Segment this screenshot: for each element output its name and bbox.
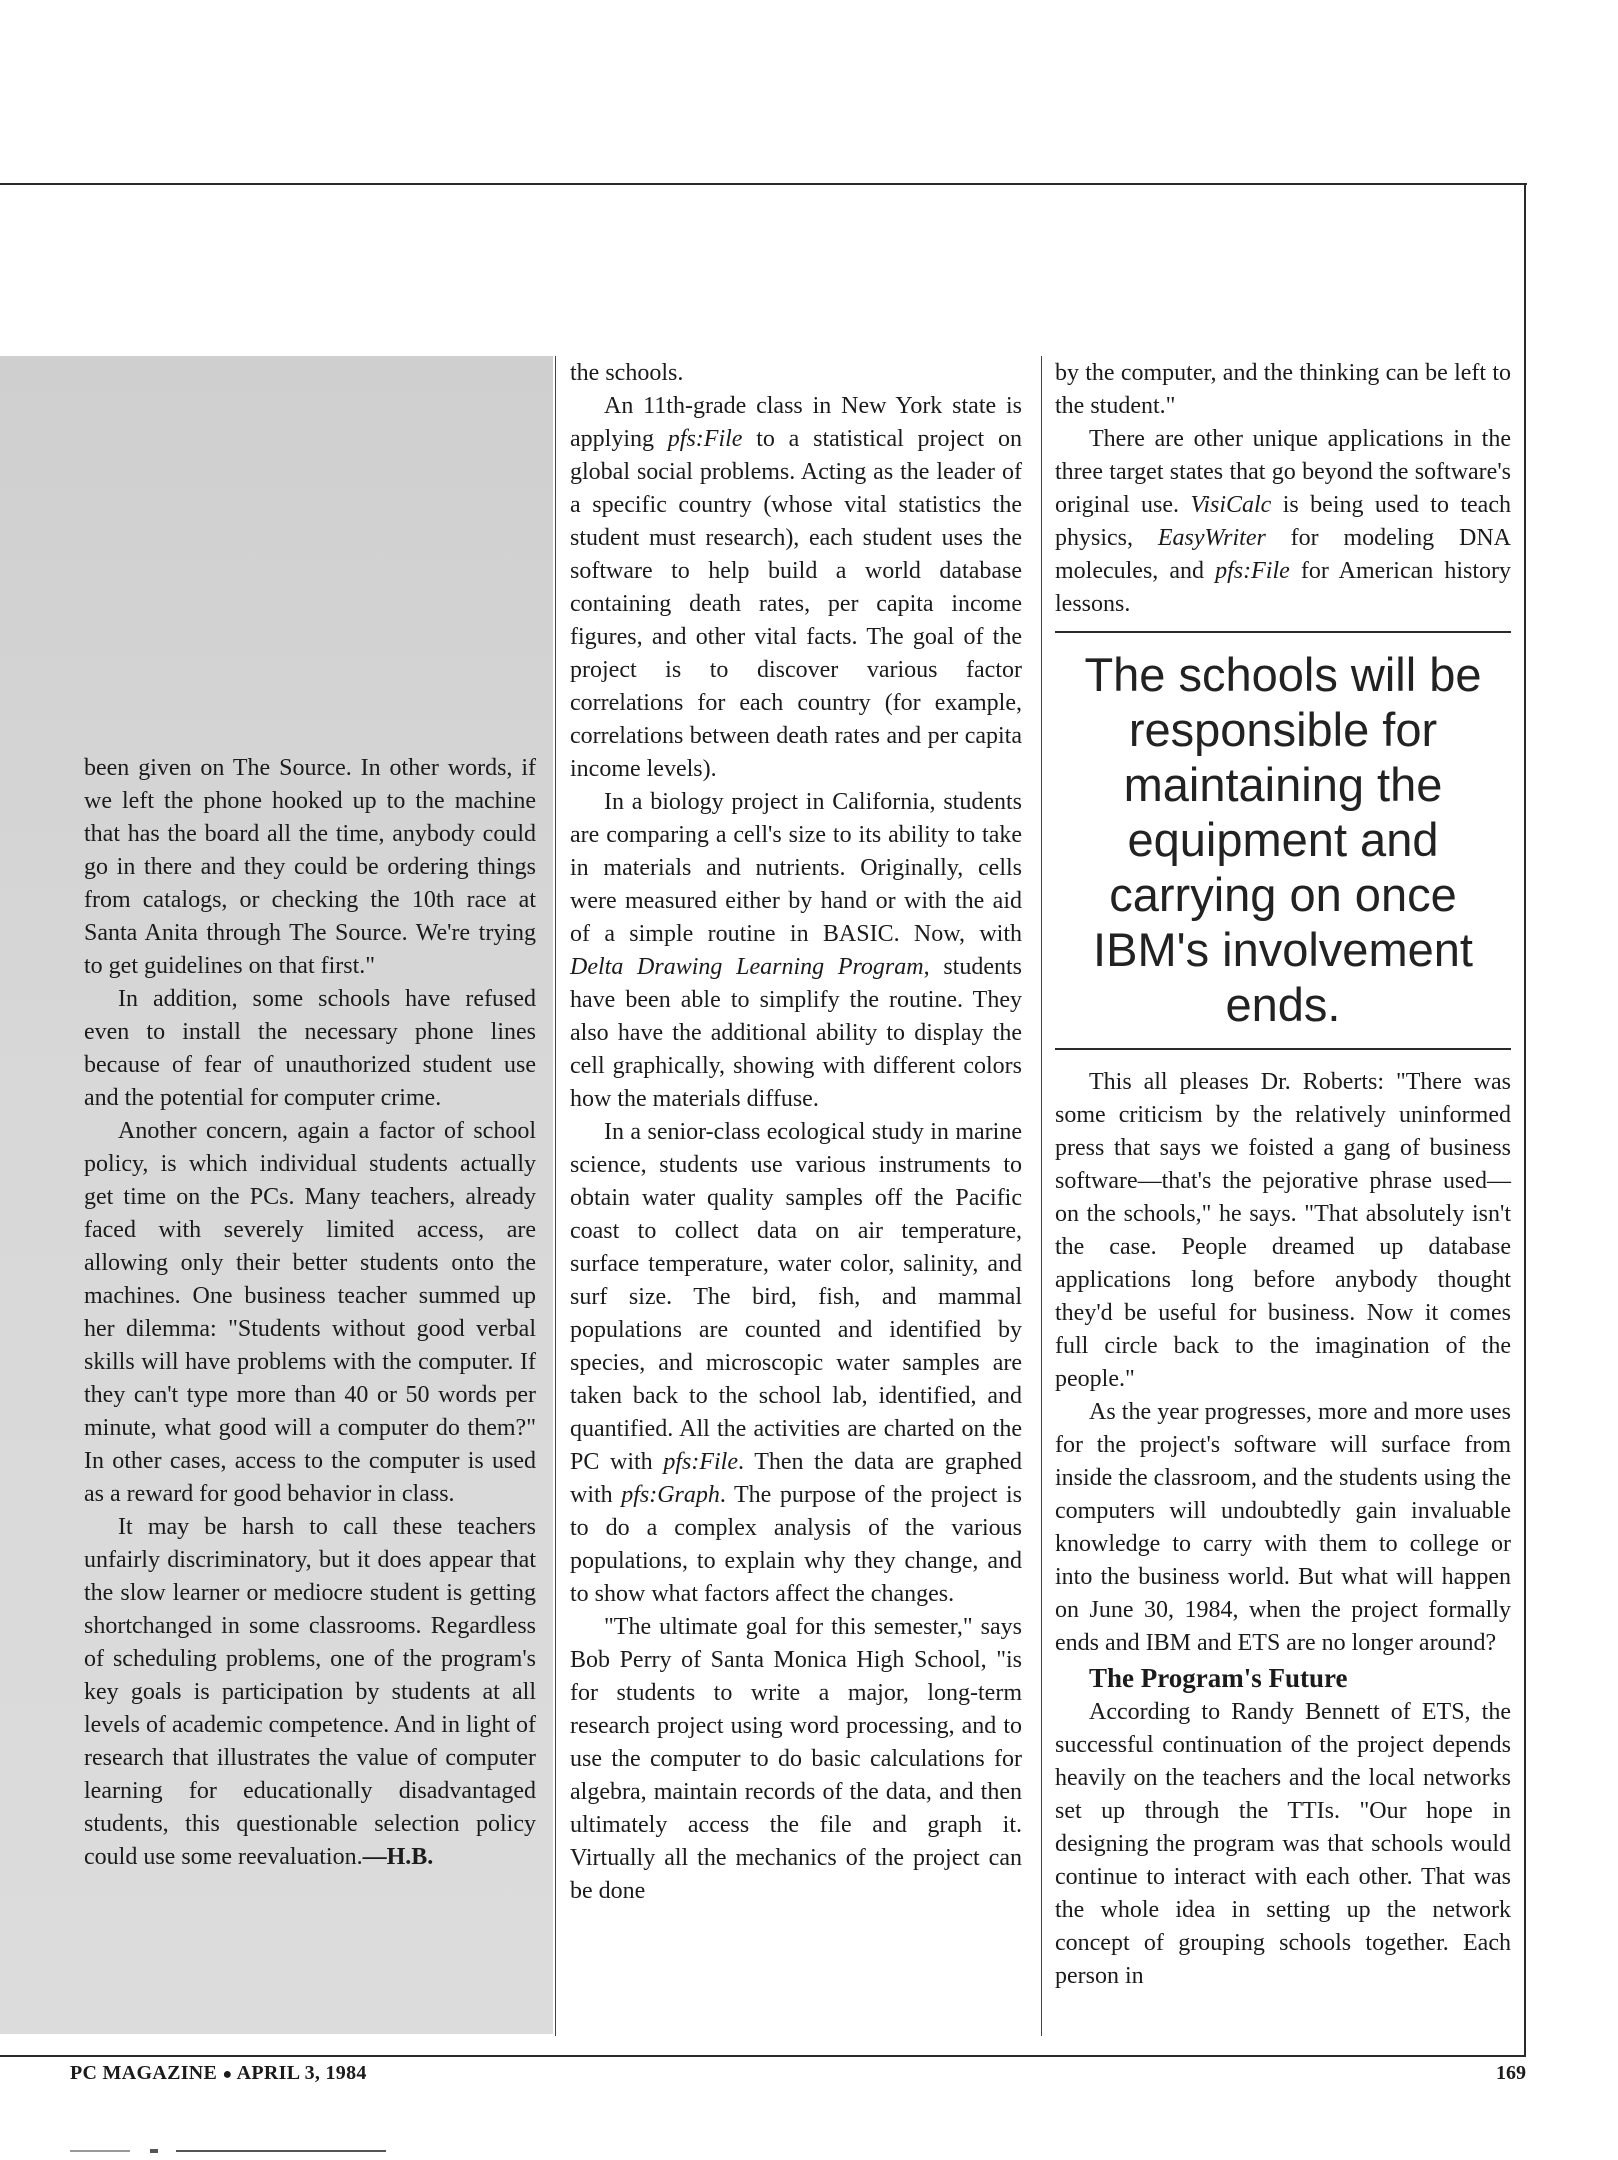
- right-frame-rule: [1524, 183, 1526, 2055]
- text-run: . The purpose of the project is to do a complex analysis of the various populations, to explain why they change, and to show what factors affect the changes.: [570, 1482, 1022, 1607]
- paragraph: [570, 1116, 1022, 1611]
- pull-quote: The schools will be responsible for maintaining the equipment and carrying on once IBM's involvement ends.: [1084, 648, 1482, 1031]
- issue-date: APRIL 3, 1984: [236, 2062, 367, 2084]
- paragraph: According to Randy Bennett of ETS, the successful continuation of the project depends heavily on the teachers and the local networks set up through the TTIs. "Our hope in designing the program was that schools would continue to interact with each other. That was the whole idea in setting up the network concept of grouping schools together. Each person in: [1055, 1699, 1511, 1989]
- text-run: , students have been able to simplify the routine. They also have the additional ability to display the cell graphically, showing with different colors how the materials diffuse.: [570, 954, 1022, 1112]
- software-title: EasyWriter: [1157, 525, 1266, 551]
- text-run: In a biology project in California, students are comparing a cell's size to its ability to take in materials and nutrients. Originally, cells were measured either by hand or with the aid of a simple routine in BASIC. Now, with: [570, 789, 1022, 947]
- top-rule: [0, 183, 1527, 185]
- column-divider: [1041, 356, 1042, 2036]
- software-title: pfs:File: [667, 426, 743, 452]
- software-title: pfs:Graph: [621, 1482, 720, 1508]
- paragraph: This all pleases Dr. Roberts: "There was some criticism by the relatively uninformed press that says we foisted a gang of business software—that's the pejorative phrase used—on the schools," he says. "That absolutely isn't the case. People dreamed up database applications long before anybody thought they'd be useful for business. Now it comes full circle back to the imagination of the people.": [1055, 1069, 1511, 1392]
- paragraph: In addition, some schools have refused even to install the necessary phone lines because of fear of unauthorized student use and the potential for computer crime.: [84, 986, 536, 1111]
- article-column-3: [1055, 357, 1511, 621]
- paragraph: [1055, 423, 1511, 621]
- paragraph: been given on The Source. In other words, if we left the phone hooked up to the machine that has the board all the time, anybody could go in there and they could be ordering things from catalogs, or checking the 10th race at Santa Anita through The Source. We're trying to get guidelines on that first.": [84, 755, 536, 979]
- text-run: for modeling DNA molecules, and: [1055, 525, 1511, 584]
- paragraph: As the year progresses, more and more uses for the project's software will surface from inside the classroom, and the students using the computers will undoubtedly gain invaluable knowledge to carry with them to college or into the business world. But what will happen on June 30, 1984, when the project formally ends and IBM and ETS are no longer around?: [1055, 1399, 1511, 1656]
- paragraph-text: It may be harsh to call these teachers unfairly discriminatory, but it does appear that the slow learner or mediocre student is getting shortchanged in some classrooms. Regardless of scheduling problems, one of the program's key goals is participation by students at all levels of academic competence. And in light of research that illustrates the value of computer learning for educationally disadvantaged students, this questionable selection policy could use some reevaluation.: [84, 1514, 536, 1870]
- scan-artifact: [70, 2150, 130, 2152]
- article-column-2: [570, 357, 1022, 1908]
- software-title: pfs:File: [663, 1449, 738, 1475]
- sidebar-column: [84, 752, 536, 1874]
- author-signature: —H.B.: [362, 1844, 434, 1870]
- paragraph: [84, 1511, 536, 1874]
- pull-quote-bottom-rule: [1055, 1048, 1511, 1050]
- paragraph: [570, 390, 1022, 786]
- paragraph: the schools.: [570, 360, 684, 386]
- paragraph: [570, 786, 1022, 1116]
- publication-name: PC MAGAZINE: [70, 2062, 218, 2084]
- column-divider: [555, 356, 556, 2036]
- pull-quote-block: [1055, 631, 1511, 1993]
- footer-publication-line: [70, 2062, 367, 2085]
- text-run: An 11th-grade class in New York state is applying: [570, 393, 1022, 452]
- software-title: pfs:File: [1215, 558, 1290, 584]
- page-number: 169: [1496, 2062, 1526, 2084]
- text-run: is being used to teach physics,: [1055, 492, 1511, 551]
- section-subhead: The Program's Future: [1089, 1663, 1348, 1693]
- text-run: There are other unique applications in the three target states that go beyond the software's original use.: [1055, 426, 1511, 518]
- bottom-rule: [0, 2055, 1526, 2057]
- text-run: . Then the data are graphed with: [570, 1449, 1022, 1508]
- scan-artifact: [150, 2149, 158, 2153]
- software-title: Delta Drawing Learning Program: [570, 954, 924, 980]
- text-run: to a statistical project on global social problems. Acting as the leader of a specific country (whose vital statistics the student must research), each student uses the software to help build a world database containing death rates, per capita income figures, and other vital facts. The goal of the project is to discover various factor correlations for each country (for example, correlations between death rates and per capita income levels).: [570, 426, 1022, 782]
- scan-artifact: [176, 2150, 386, 2152]
- article-column-3-continued: [1055, 1066, 1511, 1993]
- software-title: VisiCalc: [1190, 492, 1272, 518]
- paragraph: "The ultimate goal for this semester," says Bob Perry of Santa Monica High School, "is for students to write a major, long-term research project using word processing, and to use the computer to do basic calculations for algebra, maintain records of the data, and then ultimately access the file and graph it. Virtually all the mechanics of the project can be done: [570, 1614, 1022, 1904]
- paragraph: Another concern, again a factor of school policy, is which individual students actually get time on the PCs. Many teachers, already faced with severely limited access, are allowing only their better students onto the machines. One business teacher summed up her dilemma: "Students without good verbal skills will have problems with the computer. If they can't type more than 40 or 50 words per minute, what good will a computer do them?" In other cases, access to the computer is used as a reward for good behavior in class.: [84, 1118, 536, 1507]
- text-run: for American history lessons.: [1055, 558, 1512, 617]
- text-run: In a senior-class ecological study in marine science, students use various instruments to obtain water quality samples off the Pacific coast to collect data on air temperature, surface temperature, water color, salinity, and surf size. The bird, fish, and mammal populations are counted and identified by species, and microscopic water samples are taken back to the school lab, identified, and quantified. All the activities are charted on the PC with: [570, 1119, 1022, 1475]
- paragraph: by the computer, and the thinking can be left to the student.": [1055, 360, 1511, 419]
- bullet-separator: ●: [222, 2066, 233, 2083]
